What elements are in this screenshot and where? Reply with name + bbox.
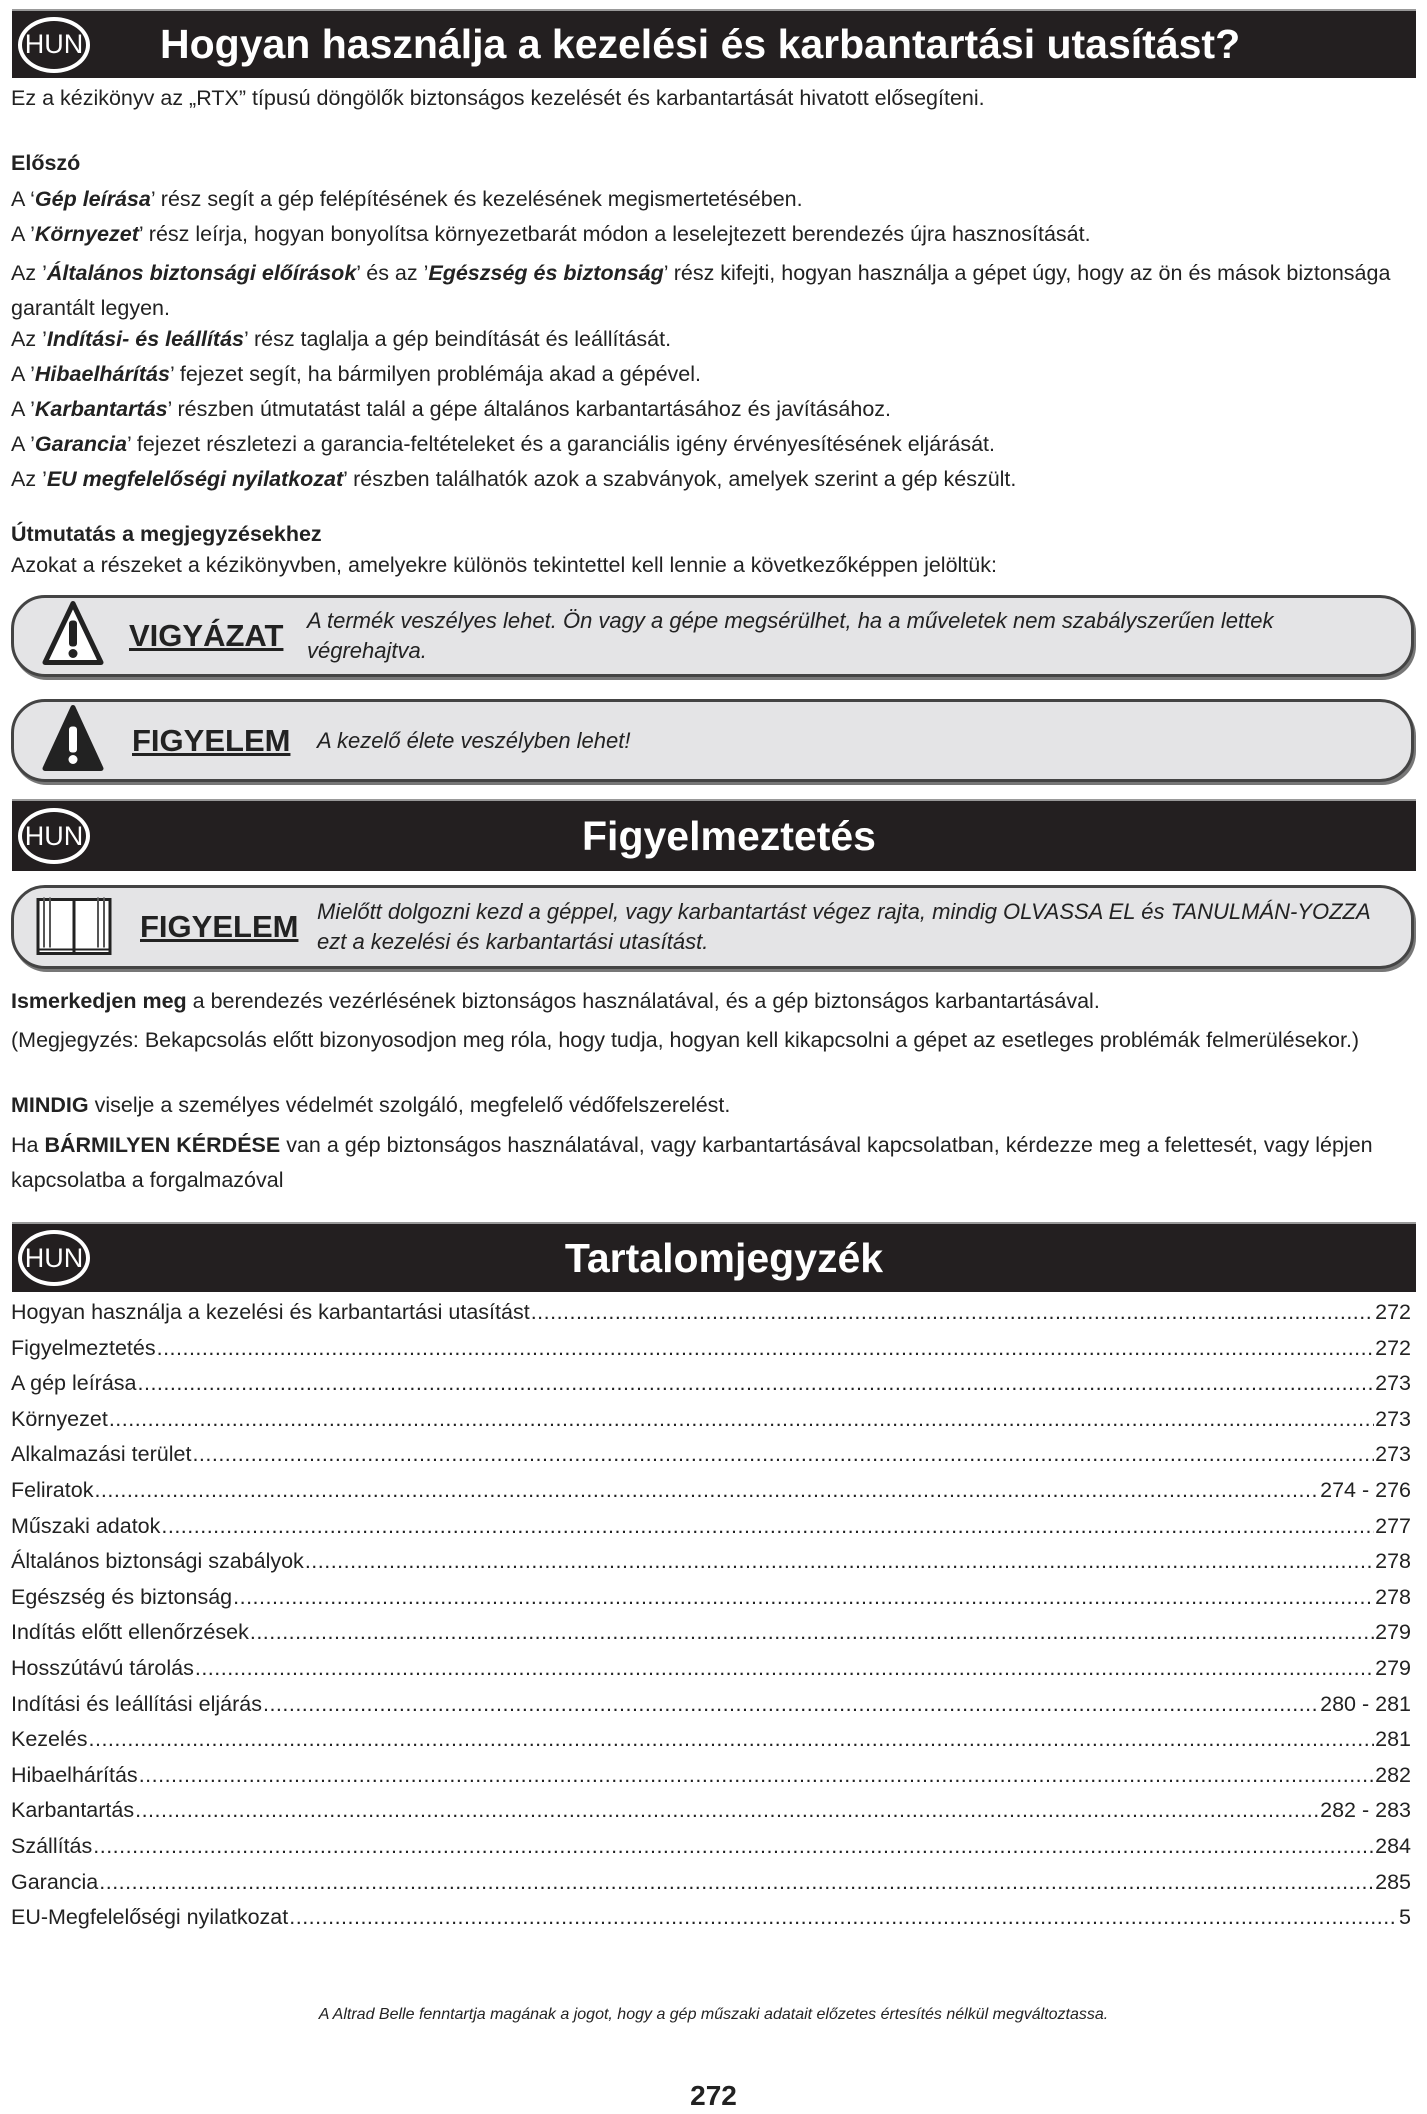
section-header-contents (12, 1224, 1416, 1292)
dot-leader (289, 1905, 1398, 1930)
paragraph-questions (11, 1128, 1411, 1198)
foreword-heading: Előszó (11, 151, 81, 175)
footer-note: A Altrad Belle fenntartja magának a jogot, hogy a gép műszaki adatait előzetes értesítés nélkül megváltoztassa. (318, 2006, 1109, 2023)
text: A ’ (11, 432, 35, 456)
toc-entry[interactable] (11, 1727, 1411, 1763)
dot-leader (305, 1549, 1374, 1574)
toc-entry-page: 284 (1375, 1833, 1411, 1858)
toc-entry[interactable] (11, 1656, 1411, 1692)
toc-entry[interactable] (11, 1407, 1411, 1443)
paragraph-note: (Megjegyzés: Bekapcsolás előtt bizonyosodjon meg róla, hogy tudja, hogyan kell kikapcsolni a gépet az esetleges problémák felmerülésekor.) (11, 1028, 1360, 1052)
notes-intro: Azokat a részeket a kézikönyvben, amelyekre különös tekintettel kell lennie a következőképpen jelöltük: (11, 553, 997, 577)
caution-keyword: VIGYÁZAT (129, 618, 284, 653)
caution-box (11, 595, 1414, 677)
toc-entry-page: 274 - 276 (1320, 1477, 1411, 1502)
section-reference: EU megfelelőségi nyilatkozat (46, 467, 344, 491)
read-manual-box (11, 885, 1414, 969)
toc-entry-page: 282 (1375, 1762, 1411, 1787)
notes-heading: Útmutatás a megjegyzésekhez (11, 522, 322, 546)
warning-box (11, 699, 1414, 782)
toc-entry-page: 273 (1375, 1442, 1411, 1467)
toc-entry-page: 273 (1375, 1406, 1411, 1431)
text: A ’ (11, 362, 35, 386)
foreword-line (11, 431, 995, 457)
toc-entry-page: 277 (1375, 1513, 1411, 1538)
text: A ’ (11, 397, 35, 421)
section-reference: Általános biztonsági előírások (46, 261, 357, 285)
section-reference: Hibaelhárítás (34, 362, 170, 386)
text: ’ és az ’ (356, 261, 429, 285)
read-manual-text: Mielőtt dolgozni kezd a géppel, vagy karbantartást végez rajta, mindig OLVASSA EL és TANULMÁN-YOZZA ezt a kezelési és karbantartási utasítást. (317, 899, 1370, 954)
dot-leader (531, 1300, 1374, 1325)
section-title: Tartalomjegyzék (564, 1234, 884, 1281)
foreword-line (11, 186, 803, 212)
intro-text: Ez a kézikönyv az „RTX” típusú döngölők biztonságos kezelését és karbantartását hivatott elősegíteni. (11, 86, 985, 110)
text: ’ rész segít a gép felépítésének és kezelésének megismertetésében. (150, 187, 803, 211)
toc-entry-page: 282 - 283 (1320, 1798, 1411, 1823)
toc-entry[interactable] (11, 1798, 1411, 1834)
section-reference: Garancia (34, 432, 127, 456)
text: van a gép biztonságos használatával, vagy karbantartásával kapcsolatban, kérdezze meg a felettesét, vagy lépjen kapcsolatba a forgalmazóval (11, 1133, 1373, 1192)
toc-entry-page: 279 (1375, 1655, 1411, 1680)
foreword-line (11, 361, 701, 387)
toc-entry[interactable] (11, 1870, 1411, 1906)
dot-leader (139, 1763, 1374, 1788)
toc-entry-title: Hibaelhárítás (11, 1762, 138, 1787)
text: Az ’ (11, 327, 47, 351)
toc-entry-title: Garancia (11, 1869, 99, 1894)
toc-entry-page: 279 (1375, 1620, 1411, 1645)
paragraph-familiarize (11, 988, 1411, 1014)
toc-entry-page: 281 (1375, 1727, 1411, 1752)
toc-entry[interactable] (11, 1549, 1411, 1585)
toc-entry-title: Szállítás (11, 1833, 93, 1858)
toc-entry-title: Indítás előtt ellenőrzések (11, 1620, 249, 1645)
text: A ‘ (11, 187, 35, 211)
toc-entry[interactable] (11, 1620, 1411, 1656)
section-header-warnings (12, 801, 1416, 871)
text: Az ’ (11, 467, 47, 491)
toc-entry[interactable] (11, 1514, 1411, 1550)
toc-entry-title: A gép leírása (11, 1371, 137, 1396)
toc-entry-page: 278 (1375, 1584, 1411, 1609)
dot-leader (157, 1336, 1375, 1361)
hun-language-badge: HUN (18, 808, 90, 864)
paragraph-always (11, 1092, 1411, 1118)
text: ’ fejezet segít, ha bármilyen problémája akad a gépével. (169, 362, 701, 386)
table-of-contents (11, 1300, 1411, 1941)
dot-leader (109, 1407, 1374, 1432)
section-title: Figyelmeztetés (582, 812, 876, 859)
hun-language-badge: HUN (18, 17, 90, 73)
text: ’ részben találhatók azok a szabványok, amelyek szerint a gép készült. (343, 467, 1017, 491)
section-reference: Karbantartás (34, 397, 168, 421)
toc-entry-page: 5 (1399, 1905, 1411, 1930)
dot-leader (135, 1798, 1319, 1823)
section-reference: Indítási- és leállítás (46, 327, 245, 351)
dot-leader (93, 1834, 1374, 1859)
text: A ’ (11, 222, 35, 246)
warning-triangle-outline-icon (42, 601, 104, 672)
emphasis: MINDIG (11, 1093, 89, 1117)
toc-entry-page: 272 (1375, 1335, 1411, 1360)
toc-entry-title: Feliratok (11, 1477, 94, 1502)
toc-entry-title: Kezelés (11, 1727, 88, 1752)
toc-entry-page: 285 (1375, 1869, 1411, 1894)
hun-language-badge: HUN (18, 1230, 90, 1286)
read-manual-keyword: FIGYELEM (140, 909, 299, 944)
toc-entry-title: Hosszútávú tárolás (11, 1655, 194, 1680)
toc-entry-page: 272 (1375, 1300, 1411, 1324)
text: viselje a személyes védelmét szolgáló, megfelelő védőfelszerelést. (88, 1093, 731, 1117)
dot-leader (89, 1727, 1375, 1752)
foreword-line (11, 256, 1411, 326)
section-reference: Gép leírása (34, 187, 151, 211)
toc-entry[interactable] (11, 1763, 1411, 1799)
dot-leader (263, 1692, 1319, 1717)
toc-entry-page: 278 (1375, 1549, 1411, 1574)
toc-entry-title: Figyelmeztetés (11, 1335, 156, 1360)
toc-entry-title: Indítási és leállítási eljárás (11, 1691, 262, 1716)
text: Ha (11, 1133, 45, 1157)
toc-entry[interactable] (11, 1300, 1411, 1336)
emphasis: Ismerkedjen meg (11, 989, 187, 1013)
open-book-icon (36, 894, 112, 961)
dot-leader (161, 1514, 1374, 1539)
toc-entry-title: Hogyan használja a kezelési és karbantartási utasítást (11, 1300, 530, 1324)
text: ’ rész leírja, hogyan bonyolítsa környezetbarát módon a leselejtezett berendezés újra hasznosítását. (138, 222, 1091, 246)
toc-entry-title: Környezet (11, 1406, 108, 1431)
section-title: Hogyan használja a kezelési és karbantartási utasítást? (160, 21, 1241, 67)
toc-entry[interactable] (11, 1336, 1411, 1372)
text: ’ rész kifejti, hogyan használja a gépet úgy, hogy az ön és mások biztonsága garantált legyen. (11, 261, 1391, 320)
toc-entry[interactable] (11, 1905, 1411, 1941)
section-reference: Egészség és biztonság (428, 261, 664, 285)
dot-leader (192, 1442, 1374, 1467)
dot-leader (195, 1656, 1374, 1681)
text: ’ fejezet részletezi a garancia-feltételeket és a garanciális igény érvényesítésének eljárását. (126, 432, 995, 456)
warning-text: A kezelő élete veszélyben lehet! (317, 727, 631, 753)
toc-entry[interactable] (11, 1834, 1411, 1870)
text: Az ’ (11, 261, 47, 285)
warning-keyword: FIGYELEM (132, 722, 291, 758)
toc-entry[interactable] (11, 1442, 1411, 1478)
dot-leader (99, 1870, 1374, 1895)
toc-entry[interactable] (11, 1478, 1411, 1514)
emphasis: BÁRMILYEN KÉRDÉSE (44, 1133, 281, 1157)
foreword-line (11, 396, 891, 422)
foreword-line (11, 326, 671, 352)
text: ’ részben útmutatást talál a gépe általános karbantartásához és javításához. (167, 397, 892, 421)
toc-entry-title: Karbantartás (11, 1798, 135, 1823)
section-header-how-to-use (12, 11, 1416, 78)
toc-entry-title: EU-Megfelelőségi nyilatkozat (11, 1905, 289, 1930)
toc-entry[interactable] (11, 1371, 1411, 1407)
dot-leader (138, 1371, 1375, 1396)
toc-entry-title: Alkalmazási terület (11, 1442, 192, 1467)
toc-entry-page: 280 - 281 (1320, 1691, 1411, 1716)
page-number: 272 (690, 2080, 737, 2111)
toc-entry-title: Egészség és biztonság (11, 1584, 233, 1609)
foreword-line (11, 466, 1016, 492)
dot-leader (250, 1620, 1374, 1645)
text: a berendezés vezérlésének biztonságos használatával, és a gép biztonságos karbantartásával. (186, 989, 1100, 1013)
toc-entry-title: Műszaki adatok (11, 1513, 161, 1538)
section-reference: Környezet (34, 222, 139, 246)
toc-entry[interactable] (11, 1585, 1411, 1621)
text: ’ rész taglalja a gép beindítását és leállítását. (244, 327, 672, 351)
dot-leader (94, 1478, 1319, 1503)
toc-entry-page: 273 (1375, 1371, 1411, 1396)
foreword-line (11, 221, 1091, 247)
dot-leader (233, 1585, 1374, 1610)
toc-entry-title: Általános biztonsági szabályok (11, 1549, 304, 1574)
caution-text: A termék veszélyes lehet. Ön vagy a gépe megsérülhet, ha a műveletek nem szabályszerűen lettek végrehajtva. (307, 608, 1274, 663)
toc-entry[interactable] (11, 1692, 1411, 1728)
warning-triangle-filled-icon (42, 704, 104, 777)
